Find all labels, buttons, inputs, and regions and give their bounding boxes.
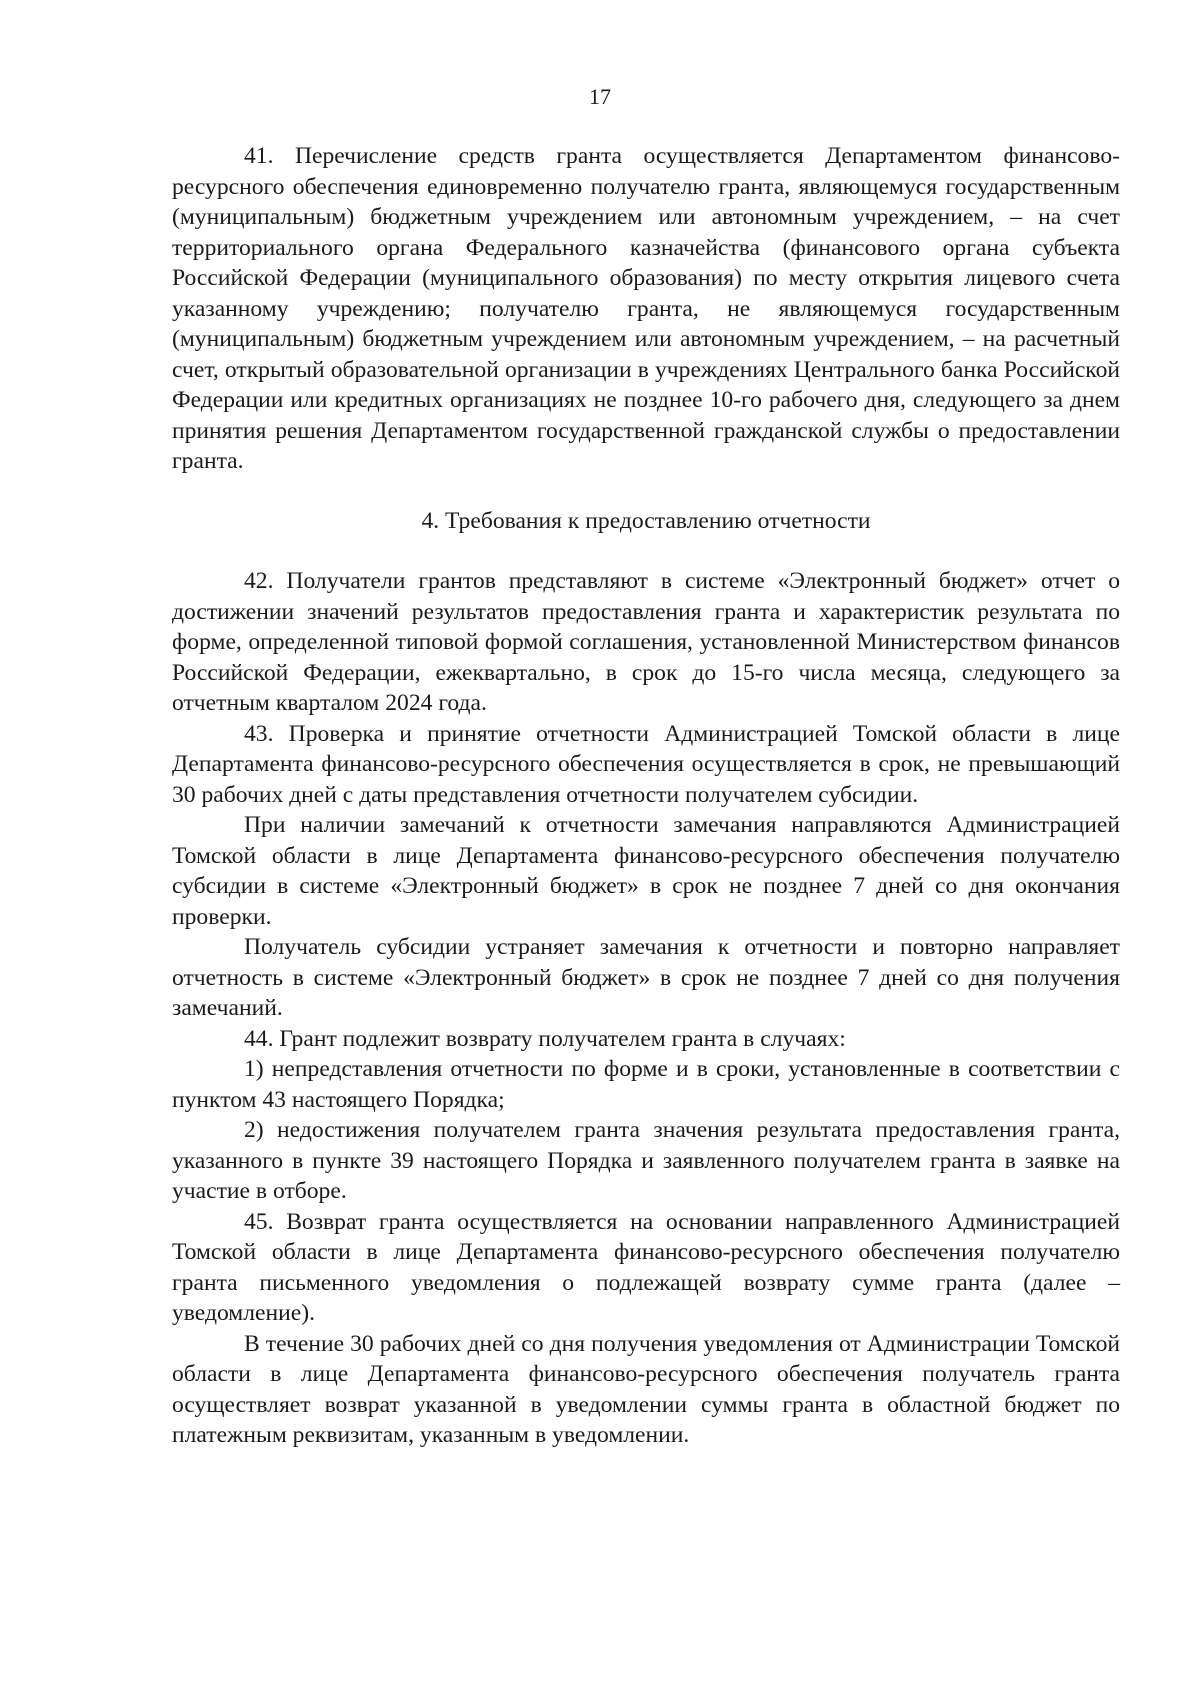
paragraph-43-remarks: При наличии замечаний к отчетности замечания направляются Администрацией Томской области в лице Департамента финансово-ресурсного обеспечения получателю субсидии в системе «Электронный бюджет» в срок не позднее 7 дней со дня окончания проверки. bbox=[172, 812, 1120, 930]
paragraph-45: 45. Возврат гранта осуществляется на основании направленного Администрацией Томской области в лице Департамента финансово-ресурсного обеспечения получателю гранта письменного уведомления о подлежащей возврату сумме гранта (далее – уведомление). bbox=[172, 1208, 1120, 1326]
paragraph-43: 43. Проверка и принятие отчетности Администрацией Томской области в лице Департамента финансово-ресурсного обеспечения осуществляется в срок, не превышающий 30 рабочих дней с даты представления отчетности получателем субсидии. bbox=[172, 720, 1120, 808]
paragraph-44: 44. Грант подлежит возврату получателем гранта в случаях: bbox=[244, 1025, 846, 1052]
document-body bbox=[172, 141, 1120, 1451]
section-heading: 4. Требования к предоставлению отчетности bbox=[421, 507, 871, 534]
paragraph-41: 41. Перечисление средств гранта осуществляется Департаментом финансово-ресурсного обеспечения единовременно получателю гранта, являющемуся государственным (муниципальным) бюджетным учреждением или автономным учреждением, – на счет территориального органа Федерального казначейства (финансового органа субъекта Российской Федерации (муниципального образования) по месту открытия лицевого счета указанному учреждению; получателю гранта, не являющемуся государственным (муниципальным) бюджетным учреждением или автономным учреждением, – на расчетный счет, открытый образовательной организации в учреждениях Центрального банка Российской Федерации или кредитных организациях не позднее 10-го рабочего дня, следующего за днем принятия решения Департаментом государственной гражданской службы о предоставлении гранта. bbox=[172, 143, 1120, 474]
page-number: 17 bbox=[589, 84, 611, 109]
paragraph-42: 42. Получатели грантов представляют в системе «Электронный бюджет» отчет о достижении значений результатов предоставления гранта и характеристик результата по форме, определенной типовой формой соглашения, установленной Министерством финансов Российской Федерации, ежеквартально, в срок до 15-го числа месяца, следующего за отчетным кварталом 2024 года. bbox=[172, 568, 1120, 716]
paragraph-45-return: В течение 30 рабочих дней со дня получения уведомления от Администрации Томской области в лице Департамента финансово-ресурсного обеспечения получатель гранта осуществляет возврат указанной в уведомлении суммы гранта в областной бюджет по платежным реквизитам, указанным в уведомлении. bbox=[172, 1330, 1120, 1448]
paragraph-44-item-1: 1) непредставления отчетности по форме и в сроки, установленные в соответствии с пунктом 43 настоящего Порядка; bbox=[172, 1056, 1120, 1113]
paragraph-44-item-2: 2) недостижения получателем гранта значения результата предоставления гранта, указанного в пункте 39 настоящего Порядка и заявленного получателем гранта в заявке на участие в отборе. bbox=[172, 1117, 1120, 1204]
paragraph-43-correction: Получатель субсидии устраняет замечания к отчетности и повторно направляет отчетность в системе «Электронный бюджет» в срок не позднее 7 дней со дня получения замечаний. bbox=[172, 934, 1120, 1021]
